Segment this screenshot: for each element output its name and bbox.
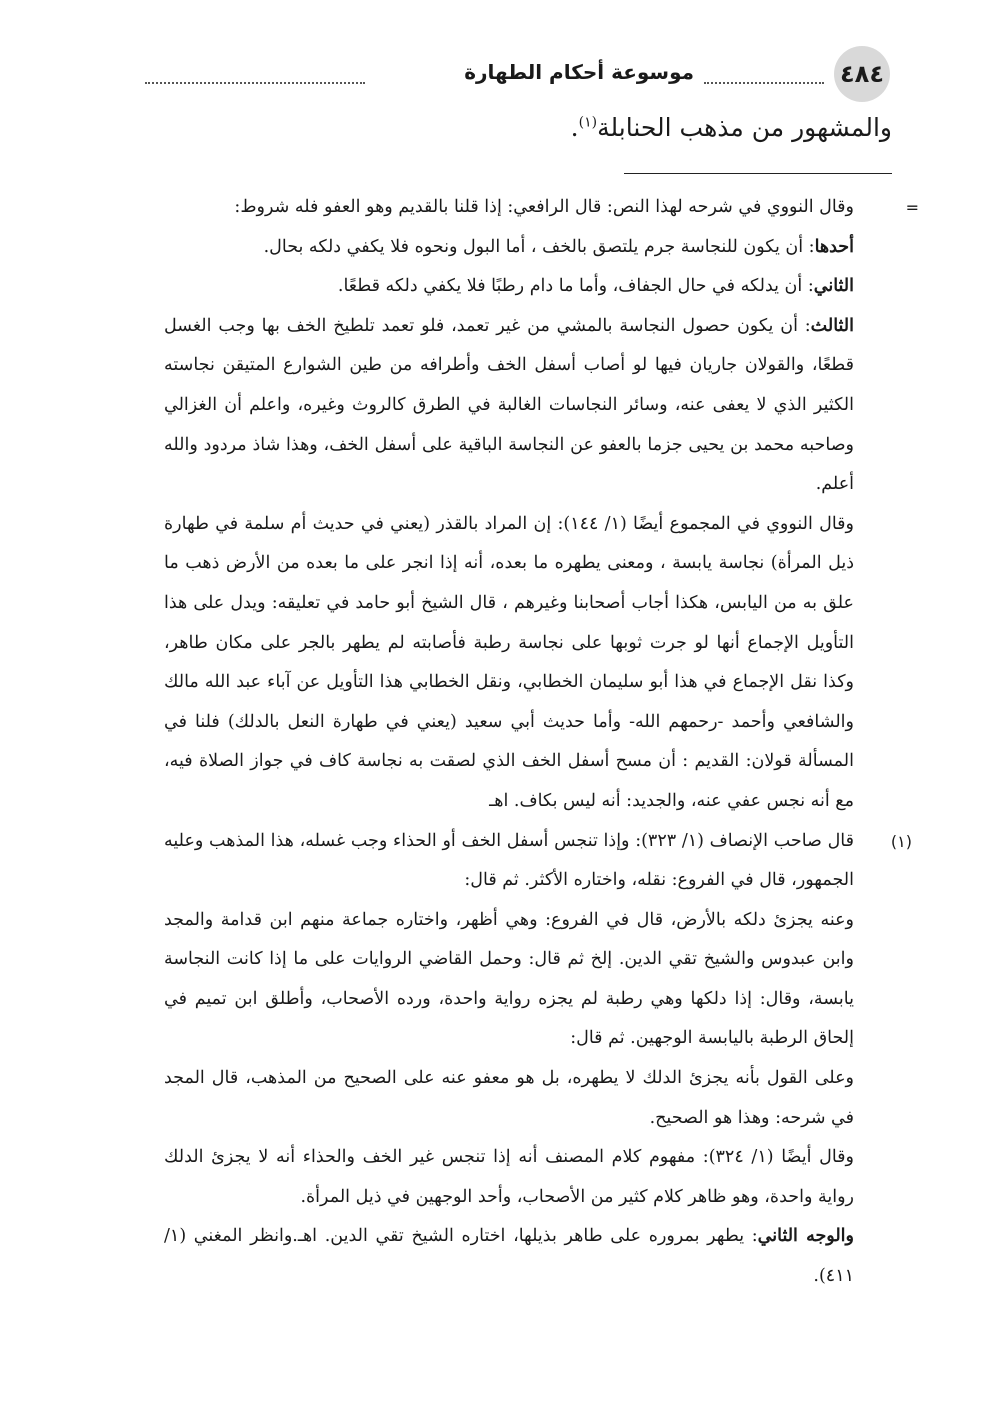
- footnote-1: [164, 822, 912, 1297]
- footnote-paragraph: [164, 228, 854, 268]
- main-text: والمشهور من مذهب الحنابلة: [597, 113, 892, 142]
- header-dotted-leader-left: [145, 82, 365, 84]
- footnote-number: (١): [890, 831, 912, 851]
- paragraph-label: الثالث: [810, 315, 854, 336]
- footnote-separator: [624, 173, 892, 174]
- footnote-paragraph: وقال أيضًا (١/ ٣٢٤): مفهوم كلام المصنف أنه إذا تنجس غير الخف والحذاء أنه لا يجزئ الدلك رواية واحدة، وهو ظاهر كلام كثير من الأصحاب، وأحد الوجهين في ذيل المرأة.: [164, 1147, 854, 1207]
- paragraph-text: : يطهر بمروره على طاهر بذيلها، اختاره الشيخ تقي الدين. اهـ.وانظر المغني (١/ ٤١١).: [164, 1226, 854, 1287]
- footnote-reference[interactable]: (١): [578, 114, 598, 131]
- footnote-paragraph: [164, 307, 854, 505]
- main-text-line: [571, 113, 892, 142]
- footnote-paragraph: وعنه يجزئ دلكه بالأرض، قال في الفروع: وهي أظهر، واختاره جماعة منهم ابن قدامة والمجد وابن عبدوس والشيخ تقي الدين. إلخ ثم قال: وحمل القاضي الروايات على ما إذا كانت النجاسة يابسة، وقال: إذا دلكها وهي رطبة لم يجزه رواية واحدة، ورده الأصحاب، وأطلق ابن تميم في إلحاق الرطبة باليابسة الوجهين. ثم قال:: [164, 909, 854, 1049]
- paragraph-text: : أن يدلكه في حال الجفاف، وأما ما دام رطبًا فلا يكفي دلكه قطعًا.: [337, 276, 814, 297]
- header-title: موسوعة أحكام الطهارة: [464, 60, 694, 84]
- page-number-badge: ٤٨٤: [834, 46, 890, 102]
- paragraph-label: الثاني: [813, 276, 854, 297]
- footnote-paragraph: قال صاحب الإنصاف (١/ ٣٢٣): وإذا تنجس أسفل الخف أو الحذاء وجب غسله، هذا المذهب وعليه الجمهور، قال في الفروع: نقله، واختاره الأكثر. ثم قال:: [164, 830, 854, 891]
- footnote-paragraph: وعلى القول بأنه يجزئ الدلك لا يطهره، بل هو معفو عنه على الصحيح من المذهب، قال المجد في شرحه: وهذا هو الصحيح.: [164, 1068, 854, 1128]
- footnote-continuation: [164, 188, 919, 822]
- paragraph-text: : أن يكون للنجاسة جرم يلتصق بالخف ، أما البول ونحوه فلا يكفي دلكه بحال.: [263, 236, 815, 257]
- footnote-paragraph: [164, 267, 854, 307]
- main-text-end: .: [570, 113, 579, 142]
- continuation-marker: =: [905, 198, 919, 217]
- footnote-paragraph: وقال النووي في شرحه لهذا النص: قال الرافعي: إذا قلنا بالقديم وهو العفو فله شروط:: [234, 197, 854, 217]
- header-dotted-leader-right: [704, 82, 824, 84]
- footnote-paragraph: وقال النووي في المجموع أيضًا (١/ ١٤٤): إن المراد بالقذر (يعني في حديث أم سلمة في طهارة ذيل المرأة) نجاسة يابسة ، ومعنى يطهره ما بعده، أنه إذا انجر على ما بعده من الأرض ذهب ما علق به من اليابس، هكذا أجاب أصحابنا وغيرهم ، قال الشيخ أبو حامد في تعليقه: ويدل على هذا التأويل الإجماع أنها لو جرت ثوبها على نجاسة رطبة فأصابته لم يطهر بالجر على مكان طاهر، وكذا نقل الإجماع في هذا أبو سليمان الخطابي، ونقل الخطابي هذا التأويل عن آباء عبد الله مالك والشافعي وأحمد -رحمهم الله- وأما حديث أبي سعيد (يعني في طهارة النعل بالدلك) فلنا في المسألة قولان: القديم : أن مسح أسفل الخف الذي لصقت به نجاسة كاف في جواز الصلاة فيه، مع أنه نجس عفي عنه، والجديد: أنه ليس بكاف. اهـ: [164, 513, 854, 811]
- paragraph-text: : أن يكون حصول النجاسة بالمشي من غير تعمد، فلو تعمد تلطيخ الخف بها وجب الغسل قطعًا، والقولان جاريان فيها لو أصاب أسفل الخف وأطرافه من طين الشوارع المتيقن نجاسته الكثير الذي لا يعفى عنه، وسائر النجاسات الغالبة في الطرق كالروث وغيره، واعلم أن الغزالي وصاحبه محمد بن يحيى جزما بالعفو عن النجاسة الباقية على أسفل الخف، وهذا شاذ مردود والله أعلم.: [164, 315, 854, 495]
- paragraph-label: أحدها: [814, 236, 854, 257]
- footnotes-area: [164, 188, 919, 1297]
- footnote-paragraph: [164, 1217, 854, 1296]
- running-header: [145, 46, 890, 102]
- paragraph-label: والوجه الثاني: [757, 1226, 854, 1247]
